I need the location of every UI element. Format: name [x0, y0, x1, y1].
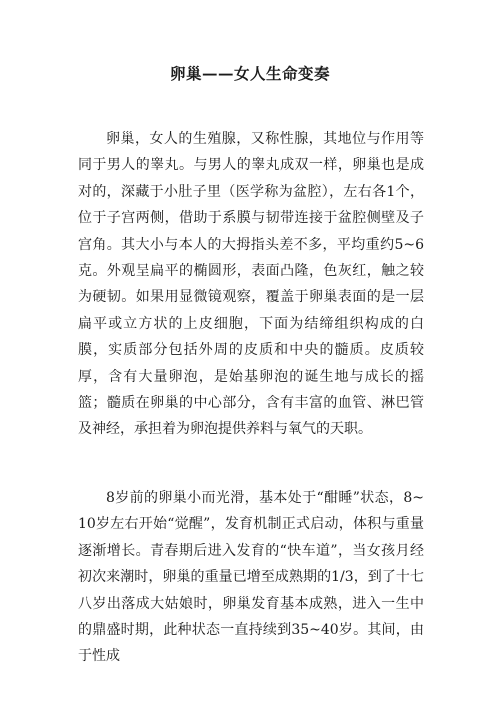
paragraph-ovary-anatomy: 卵巢，女人的生殖腺，又称性腺，其地位与作用等同于男人的睾丸。与男人的睾丸成双一样，卵巢也是成对的，深藏于小肚子里（医学称为盆腔），左右各1个，位于子宫两侧，借助于系膜与韧带连接于盆腔侧壁及子宫角。其大小与本人的大拇指头差不多，平均重约5~6克。外观呈扁平的椭圆形，表面凸隆，色灰红，触之较为硬韧。如果用显微镜观察，覆盖于卵巢表面的是一层扁平或立方状的上皮细胞，下面为结缔组织构成的白膜，实质部分包括外周的皮质和中央的髓质。皮质较厚，含有大量卵泡，是始基卵泡的诞生地与成长的摇篮；髓质在卵巢的中心部分，含有丰富的血管、淋巴管及神经，承担着为卵泡提供养料与氧气的天职。 [78, 131, 424, 438]
document-title: 卵巢——女人生命变奏 [169, 64, 330, 83]
paragraph-ovary-development: 8岁前的卵巢小而光滑，基本处于“酣睡”状态，8~10岁左右开始“觉醒”，发育机制正式启动，体积与重量逐渐增长。青春期后进入发育的“快车道”，当女孩月经初次来潮时，卵巢的重量已增至成熟期的1/3，到了十七八岁出落成大姑娘时，卵巢发育基本成熟，进入一生中的鼎盛时期，此种状态一直持续到35~40岁。其间，由于性成 [78, 490, 424, 665]
